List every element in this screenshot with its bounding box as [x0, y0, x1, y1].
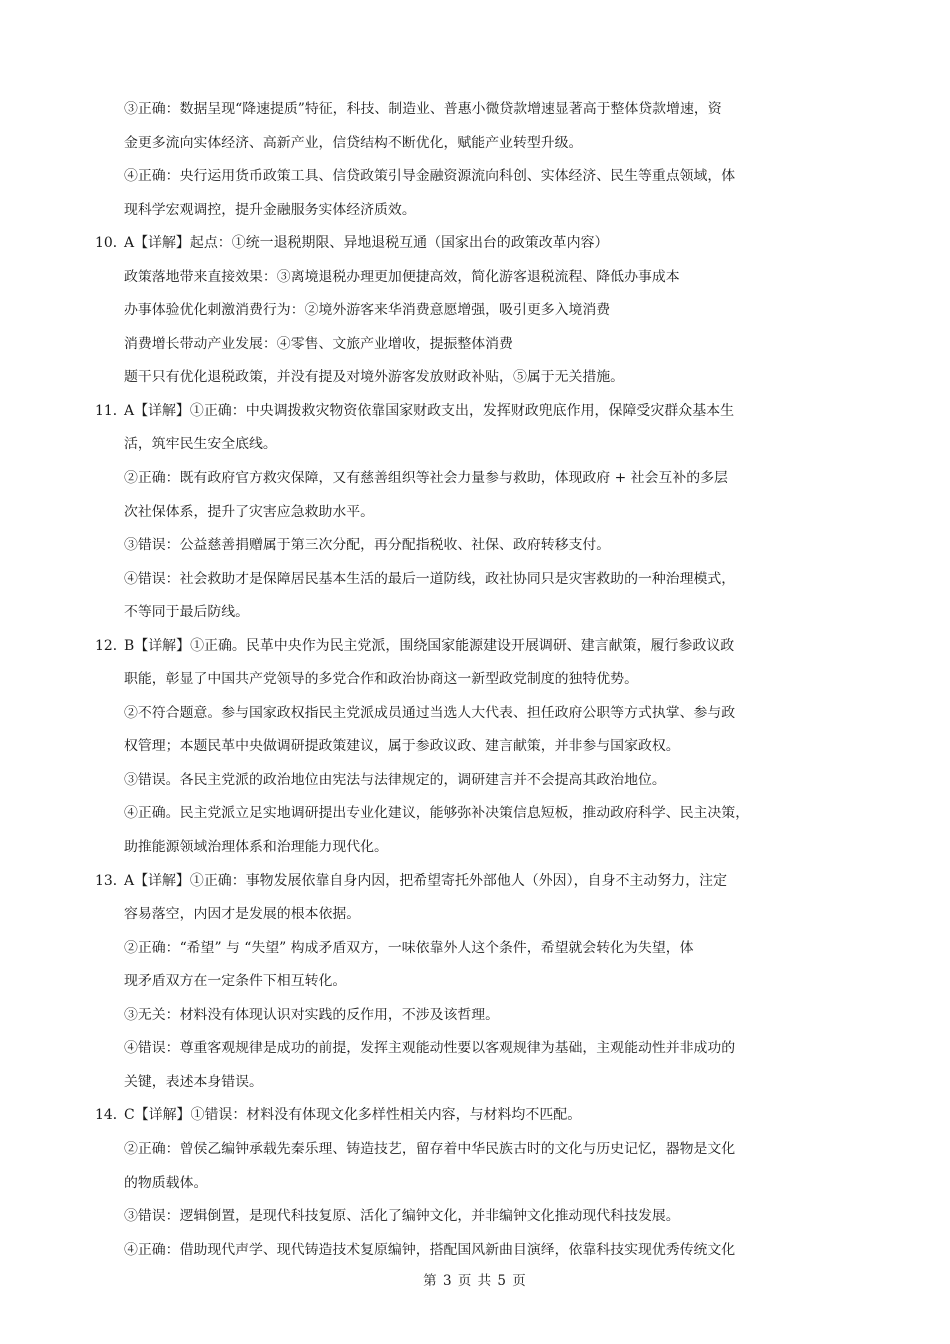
question-answer-line: [0, 395, 950, 429]
explanation-line: 现科学宏观调控，提升金融服务实体经济质效。: [124, 201, 416, 218]
question-number: 11．: [95, 402, 127, 419]
explanation-line: ②正确：“希望” 与 “失望” 构成矛盾双方，一味依靠外人这个条件，希望就会转化为失望，体: [124, 939, 694, 956]
answer-text: A【详解】起点：①统一退税期限、异地退税互通（国家出台的政策改革内容）: [124, 235, 609, 252]
explanation-line: 次社保体系，提升了灾害应急救助水平。: [124, 503, 375, 520]
question-answer-line: [0, 865, 950, 899]
explanation-line: ③正确：数据呈现“降速提质”特征，科技、制造业、普惠小微贷款增速显著高于整体贷款增速，资: [124, 101, 722, 117]
explanation-line: ④正确：央行运用货币政策工具、信贷政策引导金融资源流向科创、实体经济、民生等重点领域，体: [124, 168, 736, 185]
explanation-line: 职能，彰显了中国共产党领导的多党合作和政治协商这一新型政党制度的独特优势。: [124, 671, 638, 688]
explanation-line: 现矛盾双方在一定条件下相互转化。: [124, 973, 347, 990]
explanation-line: 关键，表述本身错误。: [124, 1073, 263, 1090]
explanation-line: ③错误：公益慈善捐赠属于第三次分配，再分配指税收、社保、政府转移支付。: [124, 537, 611, 554]
explanation-line: ④错误：尊重客观规律是成功的前提，发挥主观能动性要以客观规律为基础，主观能动性并非成功的: [124, 1040, 736, 1057]
explanation-line: 题干只有优化退税政策，并没有提及对境外游客发放财政补贴，⑤属于无关措施。: [124, 369, 625, 386]
explanation-line: 不等同于最后防线。: [124, 604, 250, 621]
explanation-line: ④错误：社会救助才是保障居民基本生活的最后一道防线，政社协同只是灾害救助的一种治理模式，: [124, 570, 736, 587]
question-number: 10．: [95, 235, 127, 252]
explanation-line: 容易落空，内因才是发展的根本依据。: [124, 906, 361, 923]
answer-text: A【详解】①正确：事物发展依靠自身内因，把希望寄托外部他人（外因），自身不主动努力，注定: [124, 872, 728, 889]
explanation-line: ②正确：既有政府官方救灾保障，又有慈善组织等社会力量参与救助，体现政府 + 社会互补的多层: [124, 470, 728, 487]
answer-text: B【详解】①正确。民革中央作为民主党派，围绕国家能源建设开展调研、建言献策，履行参政议政: [124, 637, 735, 654]
explanation-line: ③无关：材料没有体现认识对实践的反作用，不涉及该哲理。: [124, 1006, 500, 1023]
explanation-line: ②正确：曾侯乙编钟承载先秦乐理、铸造技艺，留存着中华民族古时的文化与历史记忆，器物是文化: [124, 1140, 736, 1157]
explanation-line: 消费增长带动产业发展：④零售、文旅产业增收，提振整体消费: [124, 335, 513, 352]
question-answer-line: [0, 1099, 950, 1133]
explanation-line: ③错误：逻辑倒置，是现代科技复原、活化了编钟文化，并非编钟文化推动现代科技发展。: [124, 1208, 680, 1225]
answer-explanations: [0, 93, 950, 1267]
explanation-line: ②不符合题意。参与国家政权指民主党派成员通过当选人大代表、担任政府公职等方式执掌、参与政: [124, 704, 736, 721]
explanation-line: 活，筑牢民生安全底线。: [124, 436, 277, 453]
explanation-line: 的物质载体。: [124, 1174, 208, 1191]
explanation-line: 权管理；本题民革中央做调研提政策建议，属于参政议政、建言献策，并非参与国家政权。: [124, 738, 680, 755]
explanation-line: ④正确。民主党派立足实地调研提出专业化建议，能够弥补决策信息短板，推动政府科学、民主决策，: [124, 805, 750, 822]
answer-text: C【详解】①错误：材料没有体现文化多样性相关内容，与材料均不匹配。: [124, 1107, 582, 1124]
explanation-line: ③错误。各民主党派的政治地位由宪法与法律规定的，调研建言并不会提高其政治地位。: [124, 771, 666, 788]
page-footer: 第 3 页 共 5 页: [423, 1273, 527, 1289]
explanation-line: 金更多流向实体经济、高新产业，信贷结构不断优化，赋能产业转型升级。: [124, 134, 583, 151]
explanation-line: ④正确：借助现代声学、现代铸造技术复原编钟，搭配国风新曲目演绎，依靠科技实现优秀传统文化: [124, 1241, 736, 1258]
answer-text: A【详解】①正确：中央调拨救灾物资依靠国家财政支出，发挥财政兜底作用，保障受灾群众基本生: [124, 402, 735, 419]
explanation-line: 助推能源领域治理体系和治理能力现代化。: [124, 839, 388, 856]
question-number: 14．: [95, 1107, 127, 1124]
explanation-line: 政策落地带来直接效果：③离境退税办理更加便捷高效，简化游客退税流程、降低办事成本: [124, 268, 680, 285]
explanation-line: 办事体验优化刺激消费行为：②境外游客来华消费意愿增强，吸引更多入境消费: [124, 302, 611, 319]
question-number: 13．: [95, 872, 127, 889]
question-number: 12．: [95, 637, 127, 654]
question-answer-line: [0, 630, 950, 664]
question-answer-line: [0, 227, 950, 261]
